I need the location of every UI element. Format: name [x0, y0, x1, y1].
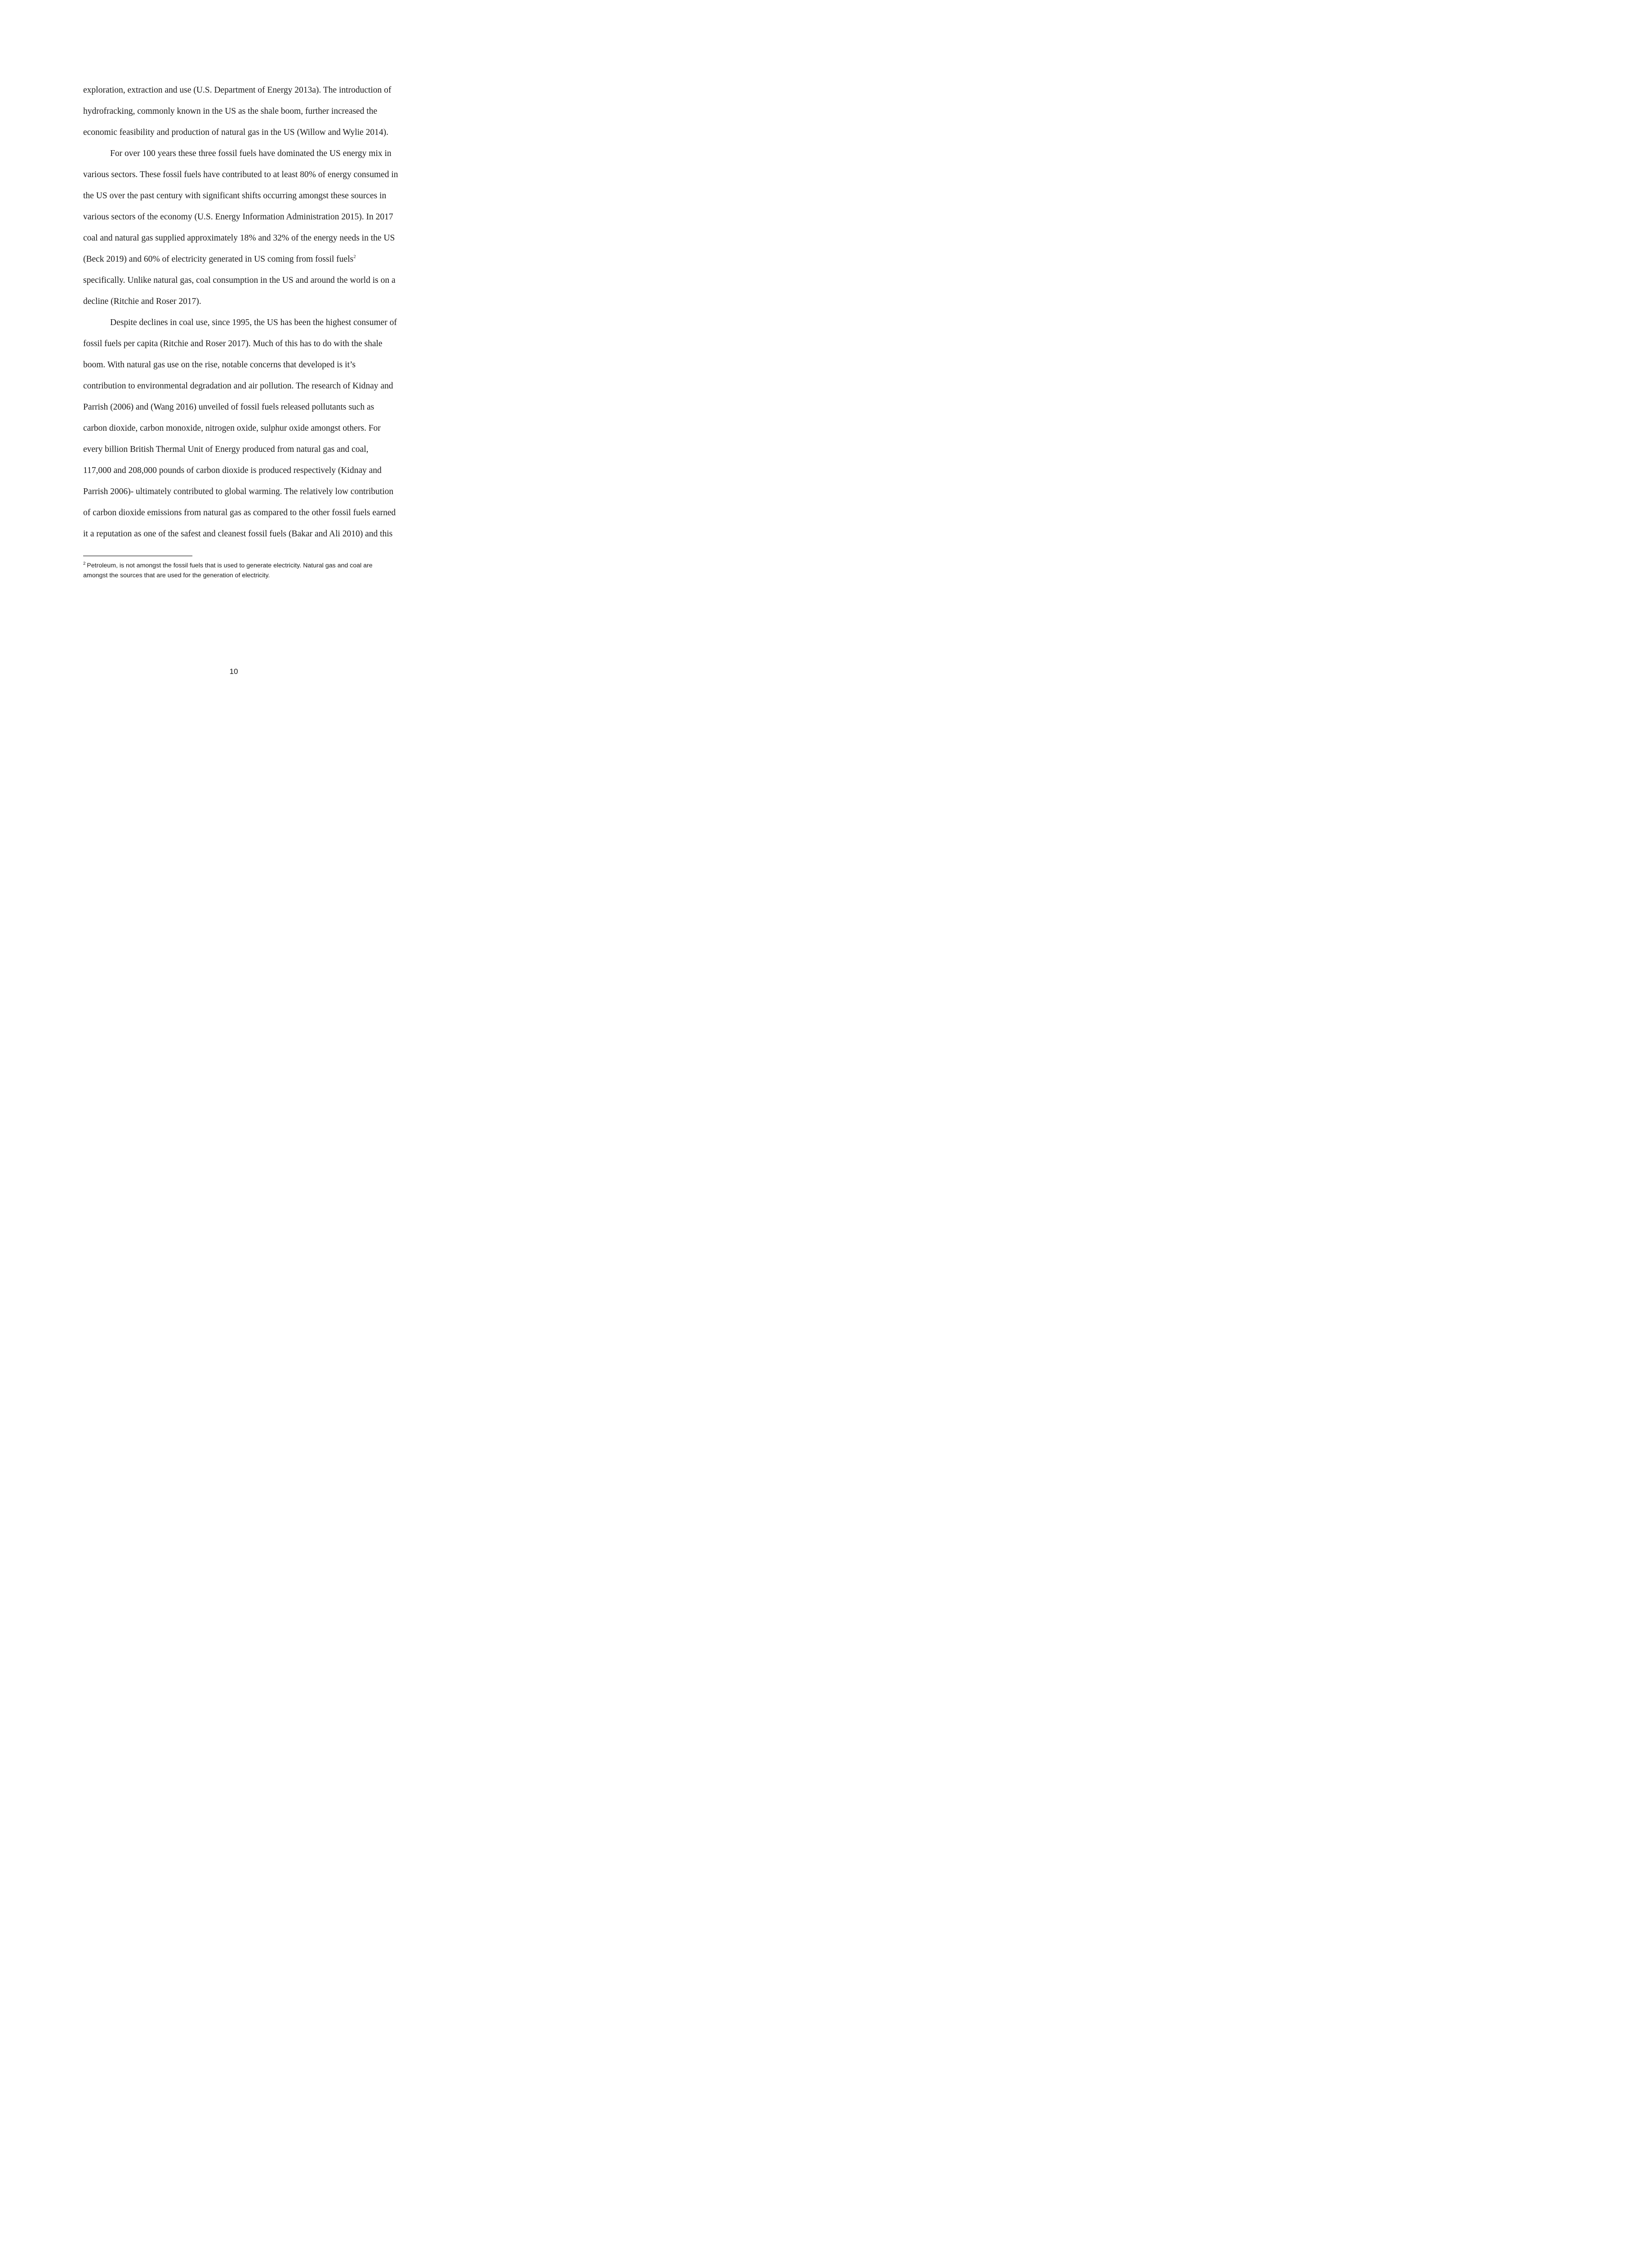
body-line: fossil fuels per capita (Ritchie and Roser 2017). Much of this has to do with the shale	[83, 339, 383, 348]
body-line: For over 100 years these three fossil fuels have dominated the US energy mix in	[110, 149, 392, 158]
footnote-line: amongst the sources that are used for the generation of electricity.	[83, 572, 270, 579]
body-line: Despite declines in coal use, since 1995, the US has been the highest consumer of	[110, 318, 397, 327]
body-line: boom. With natural gas use on the rise, notable concerns that developed is it’s	[83, 360, 356, 370]
document-page	[0, 0, 472, 713]
body-line: hydrofracking, commonly known in the US as the shale boom, further increased the	[83, 107, 378, 116]
body-line: it a reputation as one of the safest and cleanest fossil fuels (Bakar and Ali 2010) and this	[83, 529, 393, 539]
body-line: carbon dioxide, carbon monoxide, nitrogen oxide, sulphur oxide amongst others. For	[83, 424, 381, 433]
footnote-reference: 2	[353, 254, 356, 259]
footnote	[83, 561, 416, 580]
body-line: exploration, extraction and use (U.S. Department of Energy 2013a). The introduction of	[83, 85, 392, 95]
body-line: coal and natural gas supplied approximately 18% and 32% of the energy needs in the US	[83, 233, 395, 243]
body-line: contribution to environmental degradation and air pollution. The research of Kidnay and	[83, 381, 393, 391]
body-line: decline (Ritchie and Roser 2017).	[83, 297, 201, 306]
body-line: Parrish (2006) and (Wang 2016) unveiled of fossil fuels released pollutants such as	[83, 402, 374, 412]
body-line-text: (Beck 2019) and 60% of electricity generated in US coming from fossil fuels	[83, 254, 354, 264]
body-line: Parrish 2006)- ultimately contributed to global warming. The relatively low contribution	[83, 487, 394, 496]
body-line: every billion British Thermal Unit of Energy produced from natural gas and coal,	[83, 445, 369, 454]
body-line: of carbon dioxide emissions from natural gas as compared to the other fossil fuels earned	[83, 508, 396, 517]
body-line: economic feasibility and production of natural gas in the US (Willow and Wylie 2014).	[83, 128, 388, 137]
body-line: 117,000 and 208,000 pounds of carbon dioxide is produced respectively (Kidnay and	[83, 466, 382, 475]
body-line: the US over the past century with significant shifts occurring amongst these sources in	[83, 191, 387, 201]
body-line: specifically. Unlike natural gas, coal consumption in the US and around the world is on a	[83, 276, 396, 285]
page-number: 10	[229, 667, 238, 676]
body-line: various sectors. These fossil fuels have contributed to at least 80% of energy consumed in	[83, 170, 398, 179]
body-line: various sectors of the economy (U.S. Energy Information Administration 2015). In 2017	[83, 212, 393, 222]
footnote-line	[83, 561, 416, 571]
footnote-text: Petroleum, is not amongst the fossil fuels that is used to generate electricity. Natural gas and coal are	[87, 562, 373, 569]
footnote-mark: 2	[83, 561, 86, 566]
body-line-with-footnote-ref	[83, 254, 356, 266]
